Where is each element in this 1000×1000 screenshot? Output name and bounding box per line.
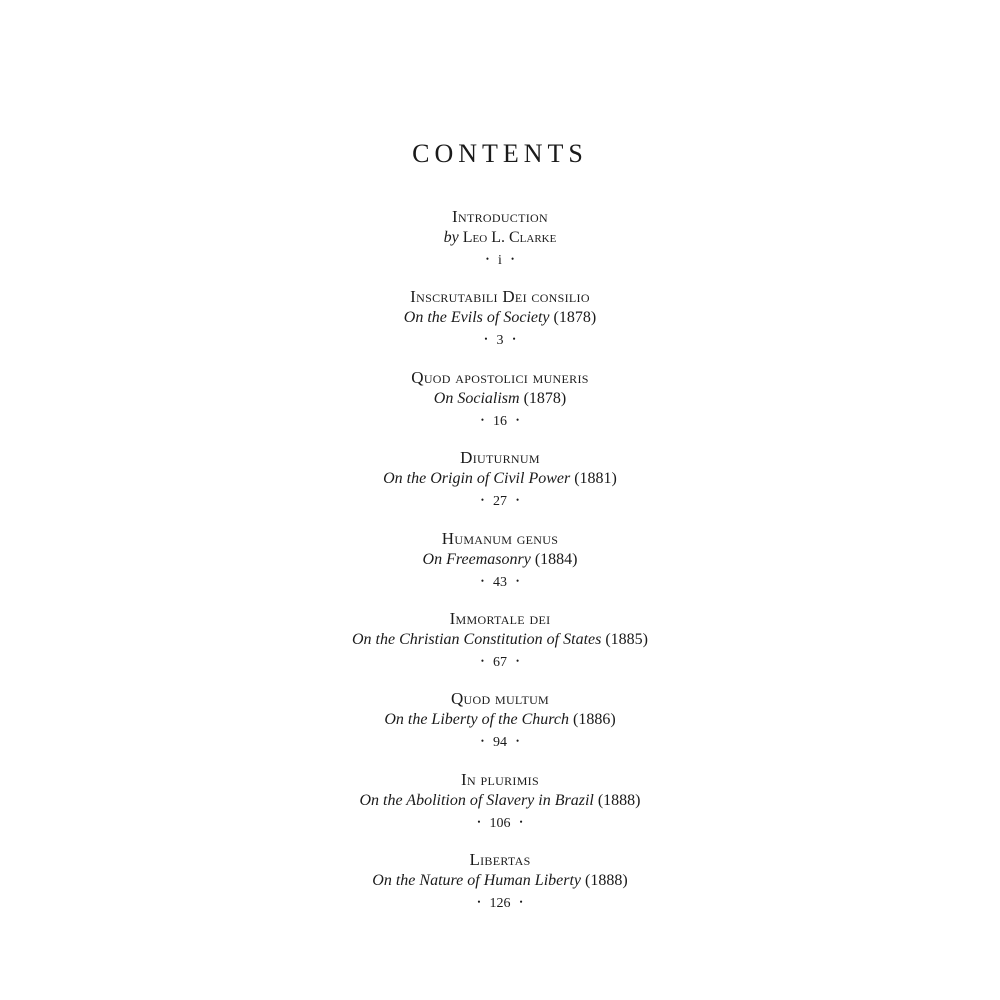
entry-subject: On the Nature of Human Liberty bbox=[372, 872, 582, 890]
bullet-icon: • bbox=[516, 495, 520, 506]
entry-subject: On the Christian Constitution of States bbox=[351, 630, 602, 648]
page-number: 16 bbox=[493, 413, 507, 429]
entry-author-prefix: by bbox=[443, 229, 459, 246]
bullet-icon: • bbox=[484, 334, 488, 345]
entry-subject: On the Evils of Society bbox=[403, 309, 550, 327]
entry-page-number bbox=[0, 651, 1000, 673]
bullet-icon: • bbox=[480, 414, 484, 425]
entry-title: Diuturnum bbox=[460, 448, 540, 468]
entry-subtitle bbox=[0, 469, 1000, 489]
page-number: 67 bbox=[493, 654, 507, 670]
bullet-icon: • bbox=[519, 897, 523, 908]
entry-title: Quod apostolici muneris bbox=[411, 367, 589, 387]
page-number: 3 bbox=[496, 333, 504, 349]
bullet-icon: • bbox=[512, 334, 516, 345]
entry-subtitle bbox=[0, 871, 1000, 891]
entry-year: (1884) bbox=[530, 550, 578, 568]
entry-page-number bbox=[0, 329, 1000, 351]
entry-subtitle bbox=[0, 630, 1000, 650]
entry-subtitle bbox=[0, 389, 1000, 409]
bullet-icon: • bbox=[516, 575, 520, 586]
page-number: 43 bbox=[493, 574, 507, 590]
bullet-icon: • bbox=[480, 655, 484, 666]
entry-year: (1885) bbox=[601, 630, 648, 648]
entry-title: In plurimis bbox=[461, 769, 539, 789]
entry-page-number bbox=[0, 892, 1000, 914]
entry-title: Inscrutabili Dei consilio bbox=[410, 287, 590, 307]
bullet-icon: • bbox=[480, 495, 484, 506]
toc-entry-in-plurimis[interactable] bbox=[0, 769, 1000, 849]
entry-year: (1888) bbox=[593, 791, 641, 809]
entry-subject: On the Origin of Civil Power bbox=[383, 470, 571, 488]
entry-subject: On the Liberty of the Church bbox=[384, 711, 570, 729]
toc-entry-humanum-genus[interactable] bbox=[0, 528, 1000, 608]
entry-subtitle bbox=[0, 710, 1000, 730]
contents-list bbox=[0, 206, 1000, 930]
page-number: 27 bbox=[493, 494, 507, 510]
page-number: 106 bbox=[489, 815, 511, 831]
entry-page-number bbox=[0, 490, 1000, 512]
bullet-icon: • bbox=[480, 736, 484, 747]
entry-year: (1878) bbox=[519, 389, 567, 407]
entry-year: (1886) bbox=[569, 711, 616, 729]
toc-entry-quod-apostolici[interactable] bbox=[0, 367, 1000, 447]
toc-entry-introduction[interactable] bbox=[0, 206, 1000, 286]
entry-year: (1881) bbox=[570, 470, 617, 488]
entry-page-number bbox=[0, 731, 1000, 753]
entry-subtitle bbox=[0, 228, 1000, 248]
entry-title: Quod multum bbox=[450, 689, 550, 709]
entry-page-number bbox=[0, 571, 1000, 593]
entry-author: Leo L. Clarke bbox=[458, 229, 557, 246]
toc-entry-inscrutabili[interactable] bbox=[0, 286, 1000, 366]
entry-page-number bbox=[0, 812, 1000, 834]
page-title: CONTENTS bbox=[412, 139, 588, 168]
entry-title: Immortale dei bbox=[449, 608, 551, 628]
entry-year: (1878) bbox=[549, 309, 597, 327]
page-number: 94 bbox=[493, 735, 507, 751]
entry-page-number bbox=[0, 410, 1000, 432]
toc-entry-libertas[interactable] bbox=[0, 849, 1000, 929]
bullet-icon: • bbox=[516, 414, 520, 425]
bullet-icon: • bbox=[485, 254, 490, 264]
entry-title: Libertas bbox=[469, 850, 531, 870]
bullet-icon: • bbox=[519, 816, 523, 827]
entry-title: Humanum genus bbox=[441, 528, 559, 548]
page-number: i bbox=[498, 253, 502, 268]
bullet-icon: • bbox=[516, 736, 520, 747]
entry-subtitle bbox=[0, 308, 1000, 328]
toc-entry-quod-multum[interactable] bbox=[0, 688, 1000, 768]
bullet-icon: • bbox=[480, 575, 484, 586]
entry-subtitle bbox=[0, 791, 1000, 811]
entry-year: (1888) bbox=[581, 872, 628, 890]
bullet-icon: • bbox=[477, 897, 481, 908]
entry-subject: On Socialism bbox=[433, 389, 520, 407]
entry-page-number bbox=[0, 249, 1000, 271]
bullet-icon: • bbox=[510, 254, 515, 264]
entry-subject: On Freemasonry bbox=[422, 550, 531, 568]
entry-title: Introduction bbox=[452, 207, 548, 226]
entry-subtitle bbox=[0, 550, 1000, 570]
bullet-icon: • bbox=[477, 816, 481, 827]
toc-entry-diuturnum[interactable] bbox=[0, 447, 1000, 527]
bullet-icon: • bbox=[516, 655, 520, 666]
entry-subject: On the Abolition of Slavery in Brazil bbox=[359, 791, 594, 809]
page-number: 126 bbox=[489, 896, 511, 912]
toc-entry-immortale-dei[interactable] bbox=[0, 608, 1000, 688]
